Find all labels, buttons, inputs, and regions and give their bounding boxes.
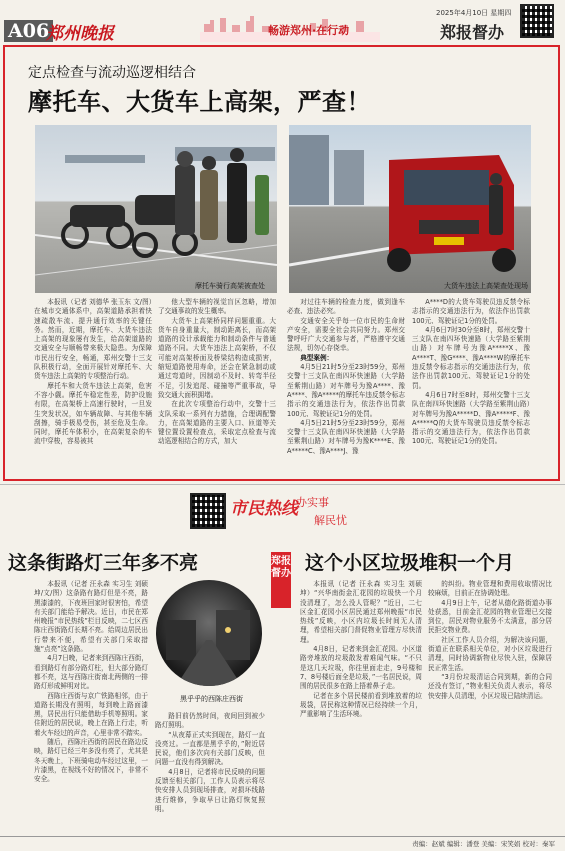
article-kicker: 定点检查与流动巡逻相结合 <box>28 65 196 81</box>
paragraph: 4月6日7时30分至8时，郑州交警十三支队在南四环快速路（大学路至紫荆山路）对车牌号为豫A*****X、豫A****T、豫G****、豫A****W的摩托车违反禁令标志指示的交通违法行为，依法作出罚款100元、驾驶证记1分的处罚。 <box>412 325 530 390</box>
case-heading: 典型案例： <box>300 353 334 362</box>
paragraph: 4月8日，记者来到金汇花园。小区道路旁堆放的垃圾散发着难闻气味。“不只是这几天垃圾，你往里面走走，9号楼和7、8号楼后面全是垃圾，”一名居民说，周围的居民很多在路上捂着鼻子走。 <box>300 645 422 691</box>
paragraph: 4月7日晚，记者来到西陈庄西街，看到路灯有部分路灯柱，但大部分路灯都不亮，这与西陈庄街南北两侧的一排路灯形成鲜明对比。 <box>34 654 148 691</box>
left-article-headline: 这条街路灯三年多不亮 <box>8 552 199 574</box>
page-header <box>0 0 565 44</box>
paragraph: A****D的大货车驾驶员违反禁令标志指示的交通违法行为，依法作出罚款100元、驾驶证记1分的处罚。 <box>412 298 530 325</box>
paragraph: “从夜幕正式实到现在，路灯一直没亮过。一直都是黑乎乎的，”附近居民说，他们多次向有关部门反映，但问题一直没有得到解决。 <box>155 730 265 767</box>
paragraph: 本报讯（记者 汪永森 实习生 刘硕坤/文/图）这条路有路灯但是不亮，路黑漆漆的，下夜班回家时很害怕，希望有关部门能给予解决。近日，市民在郑州晚报“市民热线”栏目反映，二七区西陈庄西街路灯长期不亮。给周边居民出行带来不便，希望有关部门采取措施“点亮”这条路。 <box>34 580 148 654</box>
page-number: A06 <box>4 20 53 42</box>
motorcycle-scene-image <box>35 125 277 293</box>
photo-motorcycle-check <box>35 125 277 293</box>
paragraph: 4月9日上午，记者从德化路街道办事处获悉，目前金汇花园的物业管理已交接到位，居民对物业服务不太满意，部分居民拒交物业费。 <box>428 598 552 635</box>
qr-code-icon <box>520 4 554 38</box>
main-text-col1 <box>34 298 152 447</box>
paragraph: 在此次专项整治行动中，交警十三支队采取一系列有力措施，合理调配警力，在高架道路的主要入口、匝道等关键位置设置检查点，采取定点检查与流动巡逻相结合的方式，加大 <box>158 400 276 446</box>
dark-street-image <box>156 580 262 686</box>
paragraph: 交通安全关乎每一位市民的生命财产安全，需要全社会共同努力。郑州交警呼吁广大交通参与者，严格遵守交通法规，切勿心存侥幸。 <box>287 316 405 353</box>
photo2-caption: 大货车违法上高架查处现场 <box>444 282 528 290</box>
truck-scene-image <box>289 125 531 293</box>
left-article-col2 <box>155 712 265 814</box>
paragraph: 4月5日21时5分至23时59分，郑州交警十三支队在南四环快速路（大学路至紫荆山路）对车牌号为豫K****E、豫A*****C、豫A****J、豫 <box>287 418 405 455</box>
photo-dark-street <box>156 580 262 686</box>
left-article-col1 <box>34 580 148 785</box>
paragraph: 记者在多个居民楼前看到堆放着的垃圾袋，居民称这种情况已经持续一个月，严重影响了生活环境。 <box>300 691 422 719</box>
paragraph: 4月5日21时5分至23时59分，郑州交警十三支队在南四环快速路（大学路至紫荆山路）对车牌号为豫A****、豫A****、豫A*****的摩托车违反禁令标志指示的交通违法行为，依法作出罚款100元、驾驶证记1分的处罚。 <box>287 363 405 418</box>
paragraph: 对过往车辆的检查力度，做到逢车必查、违法必究。 <box>287 298 405 316</box>
article-headline: 摩托车、大货车上高架，严查！ <box>28 87 371 116</box>
left-photo-caption: 黑乎乎的西陈庄西街 <box>180 695 243 703</box>
page-footer <box>0 836 565 851</box>
right-article-col1 <box>300 580 422 719</box>
tagline-2: 解民忧 <box>314 514 347 527</box>
column-side-tag: 郑报督办 <box>271 552 291 608</box>
paragraph: 大货车上高架桥同样问题重重。大货车自身重量大，制动距离长，而高架道路的设计承载能力和制动条件与普通道路不同。大货车违法上高架桥，不仅可能对高架桥面及桥梁结构造成损害，缩短道路使用寿命，还会在紧急制动或通过弯道时，因制动不及时、转弯半径不足，引发追尾、碰撞等严重事故，导致交通大面积拥堵。 <box>158 316 276 399</box>
paragraph: 路旧前仍然时间，夜间回到被少路灯照明。 <box>155 712 265 730</box>
paragraph: 他大型车辆的视觉盲区忽略，增加了交通事故的发生概率。 <box>158 298 276 316</box>
editor-credits: 责编：赵斌 编辑：潘登 美编：宋笑娟 校对：秦军 <box>412 840 555 848</box>
paragraph: 摩托车和大货车违法上高架，危害不容小觑。摩托车稳定性差，防护设施有限，在高架桥上高速行驶时，一旦发生突发状况，如车辆故障、与其他车辆刮擦，骑手极易受伤，甚至危及生命。同时，摩托车体积小，在高架复杂的车流中穿梭，容易被其 <box>34 381 152 446</box>
section-tagline <box>296 494 347 530</box>
main-text-col2 <box>158 298 276 447</box>
citizen-hotline-logo: 市民热线 <box>230 499 298 519</box>
banner-slogan: 畅游郑州·在行动 <box>268 24 350 37</box>
paragraph: 随后，西陈庄西街的居民在路边反映，路灯已经三年多没有亮了，尤其是冬天晚上，下班骑电动车经过这里，一片漆黑，在视线不好的情况下，非常不安全。 <box>34 738 148 784</box>
right-article-headline: 这个小区垃圾堆积一个月 <box>305 552 515 574</box>
paragraph: 社区工作人员介绍，为解决该问题，街道正在联系相关单位，对小区垃圾进行清理，同时协调新物业尽快入驻，保障居民正常生活。 <box>428 635 552 672</box>
paper-logo: 郑州晚报 <box>46 24 114 44</box>
main-text-col3 <box>287 298 405 456</box>
column-title: 郑报督办 <box>440 23 505 42</box>
photo1-caption: 摩托车骑行高架被查处 <box>195 282 265 290</box>
paragraph: “3月份垃圾清运合同到期，新的合同还没有签订，”物业相关负责人表示，将尽快安排人员清理，小区垃圾已陆续清运。 <box>428 672 552 700</box>
paragraph: 本报讯（记者 汪永森 实习生 刘硕坤）“兴华南街金汇花园的垃圾快一个月没清理了，怎么没人管呢？”近日，二七区金汇花园小区居民通过郑州晚报“市民热线”反映，小区内垃圾长时间无人清理，希望相关部门督促物业管理方尽快清理。 <box>300 580 422 644</box>
issue-date: 2025年4月10日 星期四 <box>436 9 512 17</box>
qr-code-icon <box>190 493 226 529</box>
section-divider <box>0 484 565 485</box>
paragraph: 西陈庄西街与京广铁路相邻，由于道路长期没有照明，每到晚上路面漆黑，居民出行只能借助手机等照明。家住附近的居民说，晚上在路上行走，听着火车经过的声音，心里非常不踏实。 <box>34 691 148 737</box>
right-article-col2 <box>428 580 552 701</box>
paragraph: 的纠纷。物业管理和费用收取情况比较麻烦，目前正在协调处理。 <box>428 580 552 598</box>
main-text-col4 <box>412 298 530 447</box>
paragraph: 本报讯（记者 刘德华 张玉东 文/图）在城市交通体系中，高架道路承担着快速疏散车流、提升通行效率的关键任务。然而，近期，摩托车、大货车违法上高架的现象屡有发生，给高架道路的交通安全与顺畅带来极大隐患。为保障市民出行安全，畅通，郑州交警十三支队积极行动，全面开展针对摩托车、大货车违法上高架的专项整治行动。 <box>34 298 152 381</box>
photo-truck-check <box>289 125 531 293</box>
paragraph: 4月8日，记者将市民反映的问题反馈至相关部门，工作人员表示将尽快安排人员到现场排查，对损坏线路进行维修，争取早日让路灯恢复照明。 <box>155 767 265 813</box>
paragraph: 4月6日7时至8时，郑州交警十三支队在南四环快速路（大学路至紫荆山路）对车牌号为豫A*****D、豫A*****F、豫A*****Q的大货车驾驶员违反禁令标志指示的交通违法行为，依法作出罚款100元、驾驶证记1分的处罚。 <box>412 390 530 446</box>
tagline-1: 办实事 <box>296 496 329 509</box>
